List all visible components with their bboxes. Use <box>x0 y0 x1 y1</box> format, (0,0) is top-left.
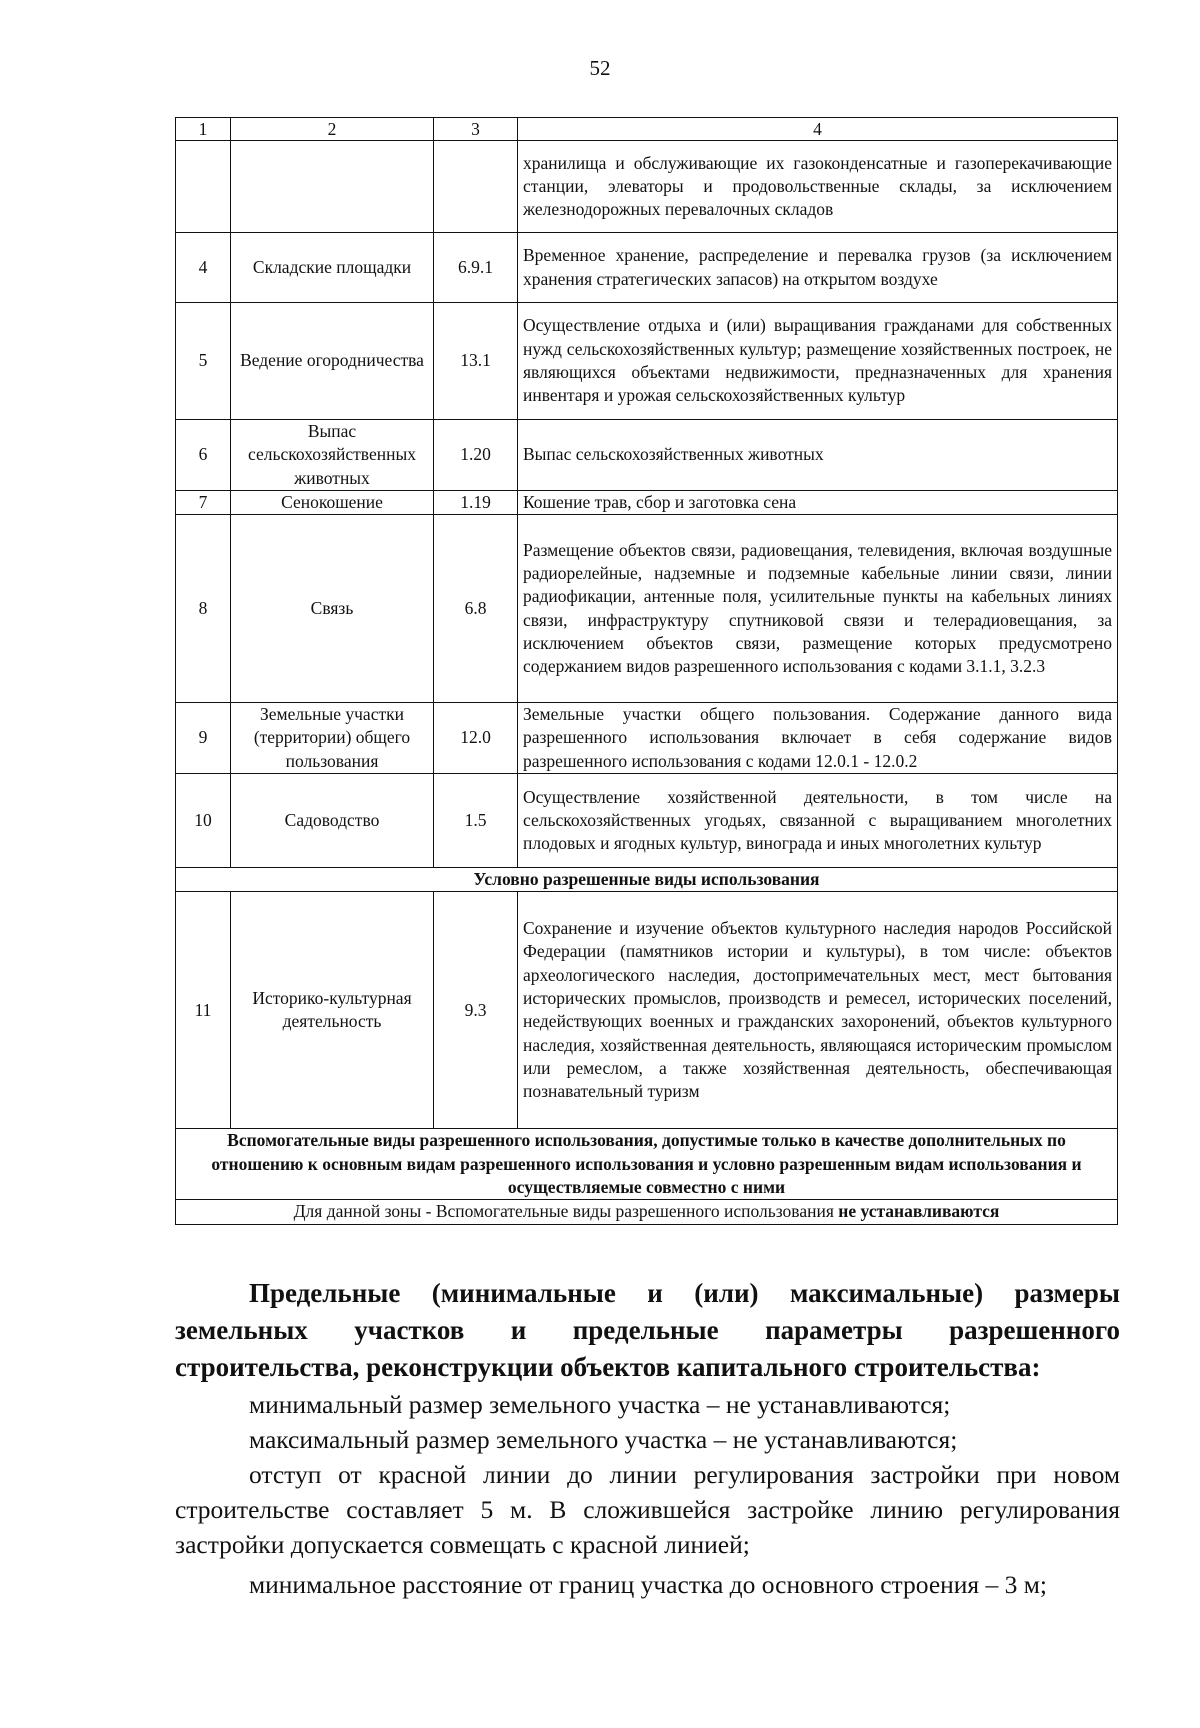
row-name: Связь <box>231 515 434 703</box>
paragraph-red-line-offset: отступ от красной линии до линии регулирования застройки при новом строительстве составляет 5 м. В сложившейся застройке линию регулирования застройки допускается совмещать с красной линией; <box>175 1460 1120 1559</box>
heading-line-2: земельных участков и предельные параметры разрешенного <box>175 1315 1120 1345</box>
row-code: 6.8 <box>434 515 518 703</box>
row-num: 5 <box>176 303 231 420</box>
row-code: 13.1 <box>434 303 518 420</box>
table-row <box>176 420 1118 491</box>
paragraph-min-size: минимальный размер земельного участка – не устанавливаются; <box>249 1390 951 1419</box>
table-row <box>176 141 1118 233</box>
row-name: Историко-культурная деятельность <box>231 892 434 1129</box>
header-col-2: 2 <box>231 118 434 141</box>
header-col-4: 4 <box>518 118 1118 141</box>
row-name: Складские площадки <box>231 233 434 303</box>
section-row-conditional <box>176 868 1118 892</box>
row-num: 10 <box>176 774 231 868</box>
row-num: 4 <box>176 233 231 303</box>
row-code: 1.19 <box>434 490 518 514</box>
row-code: 9.3 <box>434 892 518 1129</box>
row-description: Кошение трав, сбор и заготовка сена <box>518 490 1118 514</box>
row-num: 7 <box>176 490 231 514</box>
row-description: Земельные участки общего пользования. Содержание данного вида разрешенного использования включает в себя содержание видов разрешенного использования с кодами 12.0.1 - 12.0.2 <box>518 703 1118 774</box>
row-description: Временное хранение, распределение и перевалка грузов (за исключением хранения стратегических запасов) на открытом воздухе <box>518 233 1118 303</box>
row-description: Осуществление хозяйственной деятельности, в том числе на сельскохозяйственных угодьях, связанной с выращиванием многолетних плодовых и ягодных культур, винограда и иных многолетних культур <box>518 774 1118 868</box>
heading-line-3: строительства, реконструкции объектов капитального строительства: <box>175 1352 1041 1382</box>
row-code: 12.0 <box>434 703 518 774</box>
row-num: 11 <box>176 892 231 1129</box>
note-row <box>176 1200 1118 1224</box>
row-description: Осуществление отдыха и (или) выращивания гражданами для собственных нужд сельскохозяйственных культур; размещение хозяйственных построек, не являющихся объектами недвижимости, предназначенных для хранения инвентаря и урожая сельскохозяйственных культур <box>518 303 1118 420</box>
zone-note-bold: не устанавливаются <box>838 1201 1000 1222</box>
row-name <box>231 141 434 233</box>
header-col-1: 1 <box>176 118 231 141</box>
table-row <box>176 515 1118 703</box>
table-row <box>176 490 1118 514</box>
section-title-auxiliary: Вспомогательные виды разрешенного использования, допустимые только в качестве дополнительных по отношению к основным видам разрешенного использования и условно разрешенным видам использования и осуществляемые совместно с ними <box>176 1129 1118 1200</box>
row-num <box>176 141 231 233</box>
row-code: 1.5 <box>434 774 518 868</box>
row-num: 8 <box>176 515 231 703</box>
heading-line-1: Предельные (минимальные и (или) максимальные) размеры <box>249 1278 1120 1308</box>
row-code: 1.20 <box>434 420 518 491</box>
row-name: Земельные участки (территории) общего пользования <box>231 703 434 774</box>
section-heading <box>175 1275 1120 1386</box>
row-num: 9 <box>176 703 231 774</box>
table-row <box>176 233 1118 303</box>
row-name: Садоводство <box>231 774 434 868</box>
table-row <box>176 774 1118 868</box>
section-row-auxiliary <box>176 1129 1118 1200</box>
row-code: 6.9.1 <box>434 233 518 303</box>
table-header-row <box>176 118 1118 141</box>
header-col-3: 3 <box>434 118 518 141</box>
row-description: хранилища и обслуживающие их газоконденсатные и газоперекачивающие станции, элеваторы и продовольственные склады, за исключением железнодорожных перевалочных складов <box>518 141 1118 233</box>
row-code <box>434 141 518 233</box>
row-name: Сенокошение <box>231 490 434 514</box>
table-row <box>176 703 1118 774</box>
row-name: Ведение огородничества <box>231 303 434 420</box>
row-num: 6 <box>176 420 231 491</box>
row-description: Выпас сельскохозяйственных животных <box>518 420 1118 491</box>
zone-note-text: Для данной зоны - Вспомогательные виды разрешенного использования <box>293 1201 839 1222</box>
table-row <box>176 303 1118 420</box>
zone-note <box>176 1200 1118 1224</box>
land-use-table <box>175 117 1118 1225</box>
section-title-conditional: Условно разрешенные виды использования <box>176 868 1118 892</box>
table-row <box>176 892 1118 1129</box>
paragraph-min-distance: минимальное расстояние от границ участка до основного строения – 3 м; <box>249 1570 1048 1599</box>
paragraph-max-size: максимальный размер земельного участка – не устанавливаются; <box>249 1425 958 1454</box>
row-name: Выпас сельскохозяйственных животных <box>231 420 434 491</box>
row-description: Сохранение и изучение объектов культурного наследия народов Российской Федерации (памятников истории и культуры), в том числе: объектов археологического наследия, достопримечательных мест, мест бытования исторических промыслов, производств и ремесел, исторических поселений, недействующих военных и гражданских захоронений, объектов культурного наследия, хозяйственная деятельность, являющаяся историческим промыслом или ремеслом, а также хозяйственная деятельность, обеспечивающая познавательный туризм <box>518 892 1118 1129</box>
row-description: Размещение объектов связи, радиовещания, телевидения, включая воздушные радиорелейные, надземные и подземные кабельные линии связи, линии радиофикации, антенные поля, усилительные пункты на кабельных линиях связи, инфраструктуру спутниковой связи и телерадиовещания, за исключением объектов связи, размещение которых предусмотрено содержанием видов разрешенного использования с кодами 3.1.1, 3.2.3 <box>518 515 1118 703</box>
page-number: 52 <box>589 56 611 80</box>
